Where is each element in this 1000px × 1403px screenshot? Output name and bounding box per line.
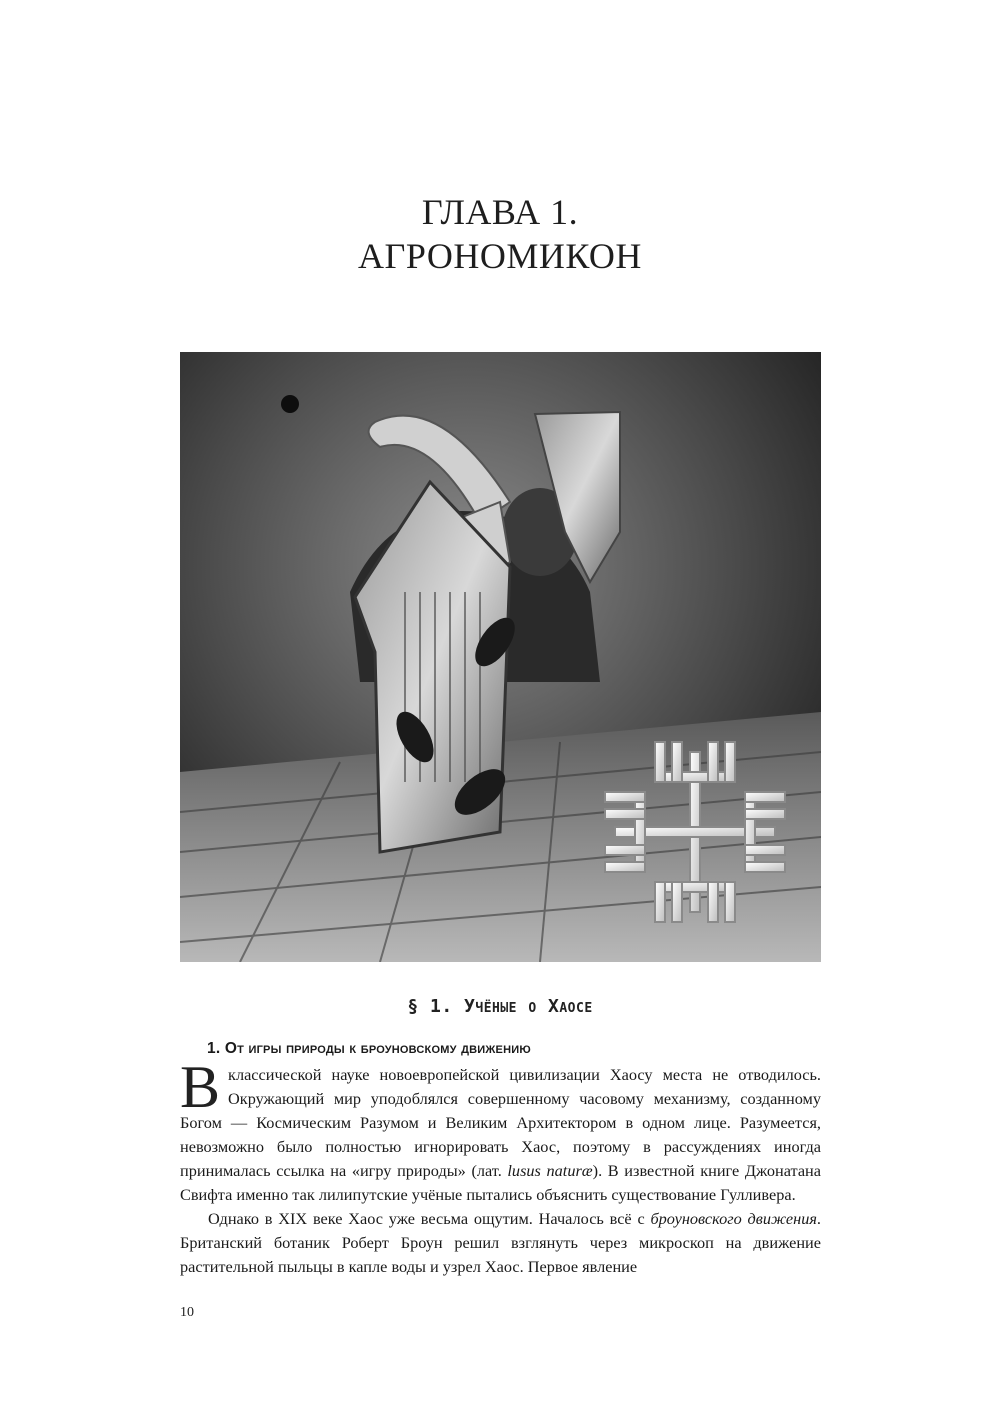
paragraph-1-start: классической науке новоевропейской цивилизации Хаосу места не отводилось. Окружающий мир уподоблялся совершенному часовому механизму, созданному Богом — Космическим Разумом и Великим Архитектором в одном лице. Разумеется, невозможно было полностью игнорировать Хаос, поэтому в рассуждениях иногда принималась ссылка на «игру природы» (лат.	[180, 1065, 821, 1180]
paragraph-1-end: ). В известной книге Джонатана Свифта именно так лилипутские учёные пытались объяснить существование Гулливера.	[180, 1161, 821, 1204]
page-number: 10	[180, 1305, 194, 1320]
brownian-term: броуновского движения	[650, 1209, 817, 1228]
chapter-title	[0, 190, 1000, 278]
paragraph-2-start: Однако в XIX веке Хаос уже весьма ощутим. Началось всё с	[208, 1209, 651, 1228]
paragraph-2-end: . Британский ботаник Роберт Броун решил взглянуть через микроскоп на движение растительной пыльцы в капле воды и узрел Хаос. Первое явление	[180, 1209, 821, 1276]
chapter-name: АГРОНОМИКОН	[358, 236, 642, 276]
section-title: Учёные о Хаосе	[464, 996, 593, 1017]
subsection-heading: 1. От игры природы к броуновскому движению	[207, 1040, 531, 1057]
section-number: § 1.	[407, 996, 453, 1017]
drop-cap: В	[180, 1054, 221, 1120]
paragraph-2	[180, 1207, 821, 1279]
chapter-number: ГЛАВА 1.	[421, 192, 579, 232]
paragraph-1	[180, 1054, 821, 1207]
section-heading	[0, 996, 1000, 1017]
chapter-illustration	[180, 352, 821, 962]
body-text	[180, 1054, 821, 1279]
latin-term: lusus naturæ	[507, 1161, 593, 1180]
